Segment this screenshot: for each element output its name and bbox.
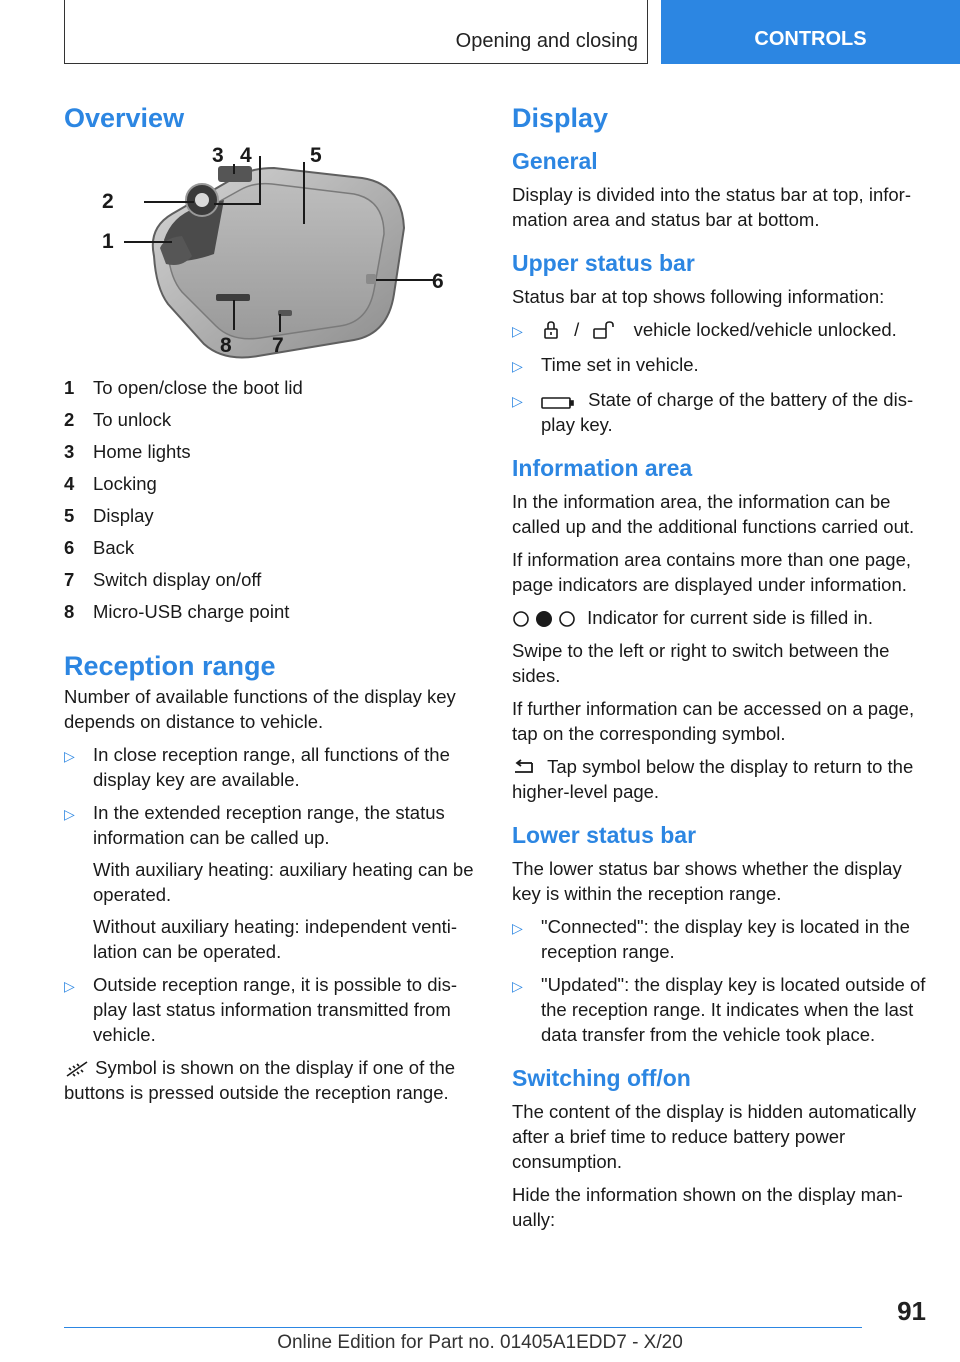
triangle-bullet-icon: ▷	[512, 323, 523, 339]
chapter-tab[interactable]: CONTROLS	[661, 0, 960, 64]
general-heading: General	[512, 148, 598, 174]
upper-status-text: Status bar at top shows following information:	[512, 286, 885, 307]
out-of-range-icon	[64, 1060, 90, 1078]
legend-number: 4	[64, 473, 75, 494]
back-line	[512, 754, 932, 804]
legend-text: To open/close the boot lid	[93, 377, 303, 398]
bullet-subtext: Without auxiliary heating: independent ventilation can be operated.	[93, 916, 458, 962]
list-item	[512, 387, 932, 437]
display-key-figure	[64, 144, 480, 362]
indicator-line	[512, 605, 932, 630]
switching-text-1: The content of the display is hidden automatically after a brief time to reduce battery power consumption.	[512, 1101, 917, 1172]
list-item	[512, 972, 932, 1047]
symbol-note-text: Symbol is shown on the display if one of the buttons is pressed outside the reception range.	[64, 1057, 456, 1103]
legend-text: Display	[93, 505, 154, 526]
bullet-text: In close reception range, all functions of the display key are available.	[93, 744, 450, 790]
info-text-3: Swipe to the left or right to switch between the sides.	[512, 640, 890, 686]
legend-number: 8	[64, 601, 75, 622]
back-text: Tap symbol below the display to return to the higher-level page.	[512, 756, 914, 802]
legend-number: 5	[64, 505, 75, 526]
info-area-heading: Information area	[512, 455, 693, 481]
triangle-bullet-icon: ▷	[64, 748, 75, 764]
slash-separator: /	[574, 319, 580, 340]
info-text-2: If information area contains more than one page, page indicators are displayed under information.	[512, 549, 912, 595]
callout-6: 6	[432, 270, 444, 293]
page-indicator-icon	[512, 610, 576, 628]
switching-heading: Switching off/on	[512, 1065, 691, 1091]
bullet-subtext: With auxiliary heating: auxiliary heating can be operated.	[93, 859, 474, 905]
lock-status-text: vehicle locked/vehicle unlocked.	[633, 319, 897, 340]
legend-item	[64, 372, 480, 404]
battery-line	[541, 387, 932, 437]
legend-item	[64, 564, 480, 596]
triangle-bullet-icon: ▷	[512, 978, 523, 994]
lower-status-heading: Lower status bar	[512, 822, 697, 848]
list-item	[512, 352, 932, 379]
legend-item	[64, 468, 480, 500]
legend-number: 2	[64, 409, 75, 430]
callout-4: 4	[240, 144, 252, 167]
edition-footer: Online Edition for Part no. 01405A1EDD7 - X/20	[277, 1332, 683, 1353]
indicator-text: Indicator for current side is filled in.	[587, 607, 873, 628]
triangle-bullet-icon: ▷	[512, 920, 523, 936]
triangle-bullet-icon: ▷	[64, 978, 75, 994]
legend-item	[64, 596, 480, 628]
back-arrow-icon	[512, 759, 536, 777]
triangle-bullet-icon: ▷	[512, 358, 523, 374]
bullet-text: In the extended reception range, the status information can be called up.	[93, 802, 445, 848]
switching-text-2: Hide the information shown on the display manually:	[512, 1184, 903, 1230]
legend-text: Locking	[93, 473, 157, 494]
list-item	[512, 914, 932, 964]
reception-intro: Number of available functions of the display key depends on distance to vehicle.	[64, 686, 456, 732]
unlocked-icon	[592, 320, 618, 340]
reception-heading: Reception range	[64, 651, 276, 681]
info-text-1: In the information area, the information can be called up and the additional functions carried out.	[512, 491, 915, 537]
legend-item	[64, 500, 480, 532]
upper-status-heading: Upper status bar	[512, 250, 695, 276]
page-number: 91	[897, 1296, 926, 1326]
time-text: Time set in vehicle.	[541, 354, 699, 375]
legend-number: 3	[64, 441, 75, 462]
display-key-illustration	[64, 144, 480, 362]
list-item	[512, 317, 932, 344]
right-column	[512, 100, 932, 1240]
legend-item	[64, 404, 480, 436]
legend-list	[64, 372, 480, 628]
legend-text: Home lights	[93, 441, 191, 462]
lock-status-line	[541, 317, 897, 342]
battery-icon	[541, 396, 575, 410]
triangle-bullet-icon: ▷	[64, 806, 75, 822]
legend-number: 7	[64, 569, 75, 590]
legend-text: Micro-USB charge point	[93, 601, 290, 622]
legend-text: To unlock	[93, 409, 172, 430]
section-title: Opening and closing	[455, 30, 638, 52]
callout-5: 5	[310, 144, 322, 167]
lower-status-text: The lower status bar shows whether the display key is within the reception range.	[512, 858, 902, 904]
legend-item	[64, 436, 480, 468]
left-column	[64, 100, 480, 1113]
callout-1: 1	[102, 230, 114, 253]
updated-text: "Updated": the display key is located outside of the reception range. It indicates when the last data transfer from the vehicle took place.	[541, 974, 926, 1045]
symbol-note	[64, 1055, 480, 1105]
battery-text: State of charge of the battery of the display key.	[541, 389, 914, 435]
list-item	[64, 972, 480, 1047]
overview-heading: Overview	[64, 103, 185, 133]
legend-number: 1	[64, 377, 75, 398]
info-text-4: If further information can be accessed on a page, tap on the corresponding symbol.	[512, 698, 915, 744]
legend-text: Back	[93, 537, 135, 558]
footer-divider	[64, 1327, 862, 1328]
callout-8: 8	[220, 334, 232, 357]
callout-7: 7	[272, 334, 284, 357]
locked-icon	[541, 320, 561, 340]
list-item	[64, 800, 480, 964]
general-text: Display is divided into the status bar at top, information area and status bar at bottom.	[512, 184, 911, 230]
legend-number: 6	[64, 537, 75, 558]
legend-text: Switch display on/off	[93, 569, 262, 590]
list-item	[64, 742, 480, 792]
connected-text: "Connected": the display key is located in the reception range.	[541, 916, 910, 962]
legend-item	[64, 532, 480, 564]
callout-2: 2	[102, 190, 114, 213]
triangle-bullet-icon: ▷	[512, 393, 523, 409]
bullet-text: Outside reception range, it is possible to display last status information transmitted from vehicle.	[93, 974, 458, 1045]
display-heading: Display	[512, 103, 609, 133]
callout-3: 3	[212, 144, 224, 167]
